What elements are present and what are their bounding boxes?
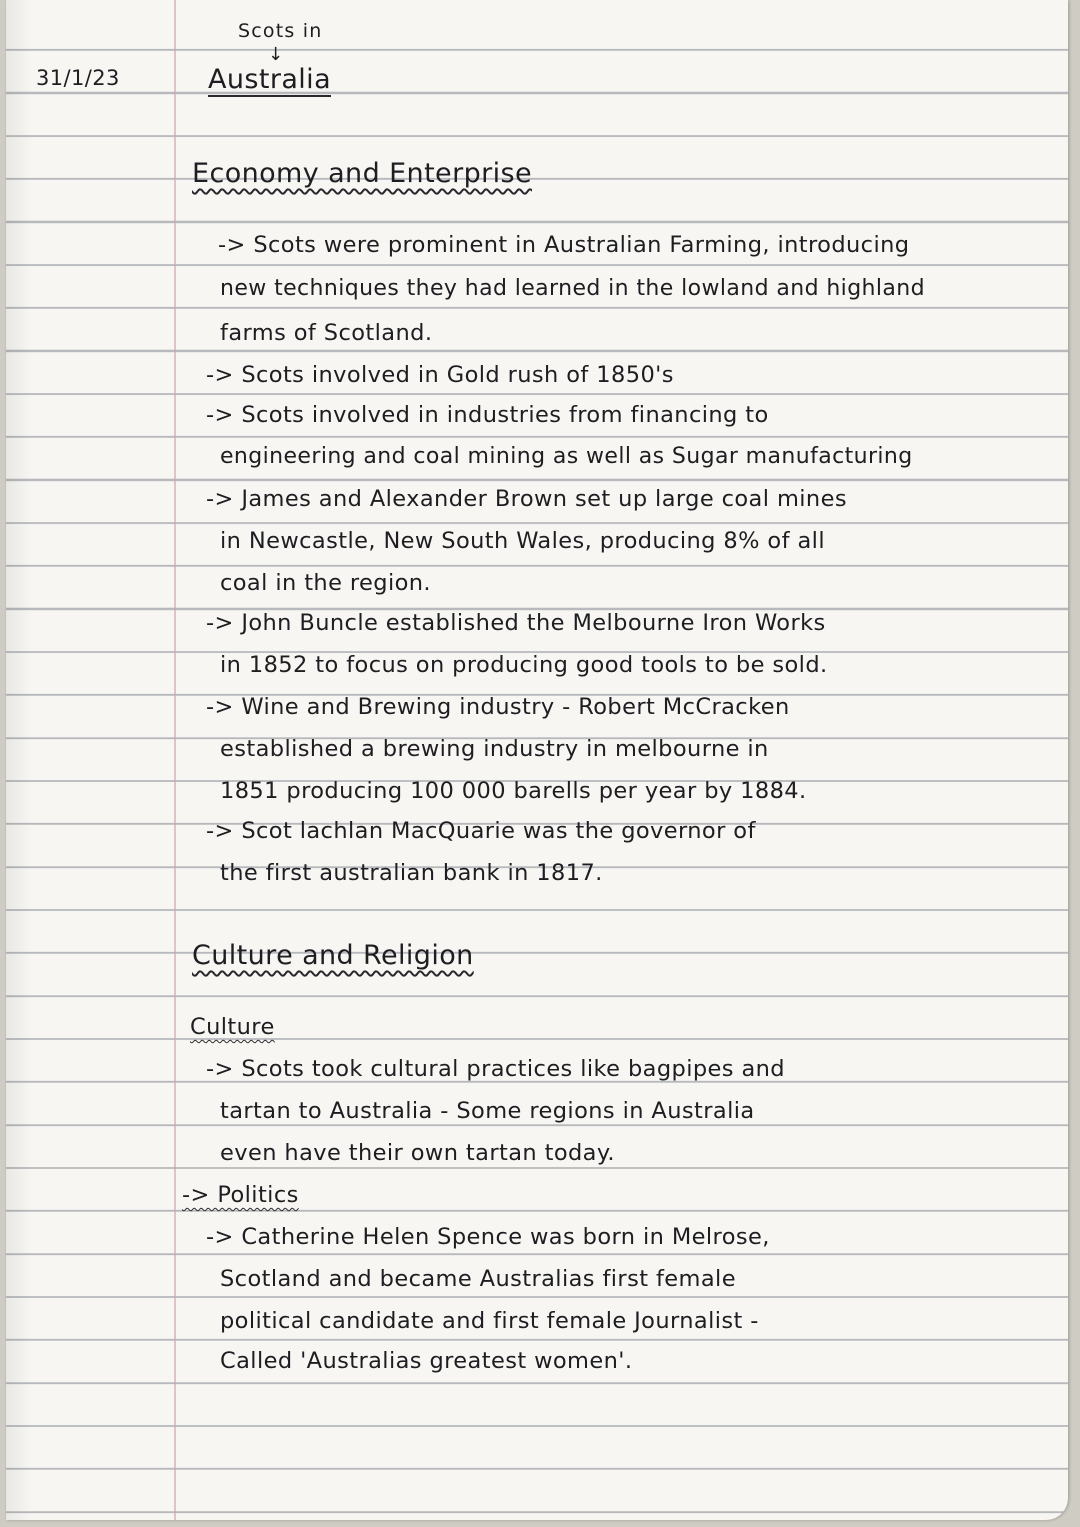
economy-line: in 1852 to focus on producing good tools to be sold. (220, 652, 828, 678)
politics-line: Called 'Australias greatest women'. (220, 1348, 633, 1374)
economy-line: established a brewing industry in melbourne in (220, 736, 769, 762)
economy-line: -> Scots involved in Gold rush of 1850's (206, 362, 674, 388)
heading-economy: Economy and Enterprise (192, 158, 532, 189)
binding-shadow (6, 0, 32, 1520)
subheading-politics: -> Politics (182, 1182, 299, 1208)
notebook-page (6, 0, 1068, 1520)
politics-line: political candidate and first female Journalist - (220, 1308, 759, 1334)
heading-culture-religion: Culture and Religion (192, 940, 474, 971)
date: 31/1/23 (36, 66, 120, 90)
economy-line: -> John Buncle established the Melbourne Iron Works (206, 610, 826, 636)
culture-line: even have their own tartan today. (220, 1140, 615, 1166)
economy-line: 1851 producing 100 000 barells per year by 1884. (220, 778, 807, 804)
culture-line: tartan to Australia - Some regions in Australia (220, 1098, 755, 1124)
economy-line: -> James and Alexander Brown set up large coal mines (206, 486, 847, 512)
politics-line: -> Catherine Helen Spence was born in Melrose, (206, 1224, 770, 1250)
subheading-culture: Culture (190, 1014, 275, 1040)
margin-line (174, 0, 176, 1520)
page-title: Australia (208, 64, 332, 95)
economy-line: -> Scot lachlan MacQuarie was the governor of (206, 818, 756, 844)
economy-line: -> Scots involved in industries from financing to (206, 402, 769, 428)
culture-line: -> Scots took cultural practices like bagpipes and (206, 1056, 785, 1082)
economy-line: -> Scots were prominent in Australian Farming, introducing (218, 232, 910, 258)
economy-line: new techniques they had learned in the lowland and highland (220, 276, 925, 301)
economy-line: engineering and coal mining as well as Sugar manufacturing (220, 444, 913, 469)
economy-line: the first australian bank in 1817. (220, 860, 603, 886)
down-arrow-icon: ↓ (268, 44, 284, 65)
economy-line: in Newcastle, New South Wales, producing 8% of all (220, 528, 825, 554)
economy-line: coal in the region. (220, 570, 431, 596)
economy-line: farms of Scotland. (220, 320, 433, 346)
title-prefix: Scots in (238, 20, 323, 42)
economy-line: -> Wine and Brewing industry - Robert McCracken (206, 694, 790, 720)
politics-line: Scotland and became Australias first female (220, 1266, 736, 1292)
